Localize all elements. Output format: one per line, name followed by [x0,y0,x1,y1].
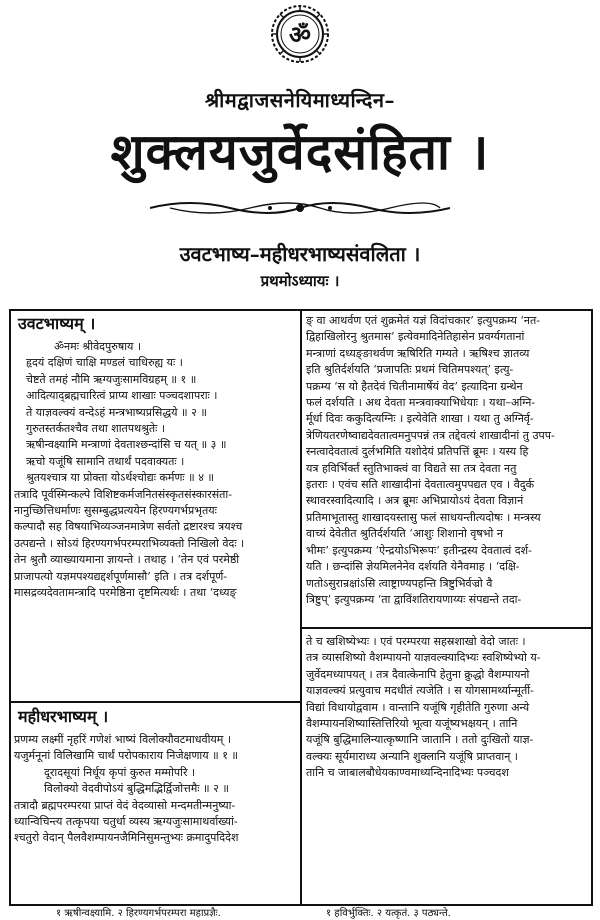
text-line: गुरुतस्तर्कतश्चैव तथा शातपथश्रुतेः । [26,422,166,436]
text-line: तानि च जाबालबौधेयकाण्वमाध्यन्दिनादिभ्यः पञ्चदश [306,766,509,780]
text-line: ङ् वा आथर्वण एतं शुक्रमेतं यज्ञं विदांचकार’ इत्युपक्रम्य ‘नत- [306,314,540,327]
text-line: तत्रादौ ब्रह्मपरम्परया प्राप्तं वेदं वेदव्यासो मन्दमतीन्मनुष्या- [14,798,236,812]
text-line: स्नत्वादेवतात्वं दुर्लभमिति यशोदेयं प्रतिपत्तिं ब्रूमः । यस्य हि [306,445,529,459]
text-line: चेष्टते तमहं नौमि ऋग्यजुःसामविग्रहम् ॥ १ ॥ [26,372,197,386]
text-line: णतोऽसुरान्रक्षांऽसि त्वाष्ट्राण्यपहन्ति त्रिष्टुभिर्वज्रो वै [306,576,493,590]
column-divider [300,309,302,906]
text-line: जुर्वेदमध्यापयत् । तत्र दैवात्केनापि हेतुना क्रुद्धो वैशम्पायनो [306,667,530,681]
text-line: ऋचो यजूंषि सामानि तथार्थं पदवाक्यतः । [26,454,185,468]
text-line: हृदयं दक्षिणं चाक्षि मण्डलं चाधिरुह्य यः । [26,356,183,370]
text-line: इति श्रुतिर्दर्शयति ‘प्रजापतिः प्रथमं चितिमपश्यत्’ इत्यु- [306,363,514,377]
text-line: पक्रम्य ‘स यो हैतदेवं चितीनामार्षेयं वेद’ इत्यादिना ग्रन्थेन [306,379,523,393]
text-line: कल्पादौ सह विषयाभिव्यञ्जनमात्रेण सर्वतो द्रष्टारश्च त्रयश्च [14,520,243,534]
text-line: श्रुतयश्चात्र या प्रोक्ता योऽर्थश्चोद्यः कर्मणः ॥ ४ ॥ [26,471,215,485]
text-line: यति । छन्दांसि ज्ञेयमिलनेनेव दर्शयति येनैवमाह । ‘दक्षि- [306,560,520,574]
right-column-top [306,313,590,623]
text-line: प्राजापत्यो यज्ञमपश्यद्यद्दर्शपूर्णमासौ’ इति । तत्र दर्शपूर्ण- [14,569,227,583]
text-line: वाच्यं देवेतीत श्रुतिर्दर्शयति ‘आशुः शिशानो वृषभो न [306,527,503,541]
text-line: ते च खशिष्येभ्यः । एवं परम्परया सहस्रशाखो वेदो जातः । [306,635,526,648]
text-line: वैशम्पायनशिष्यास्तित्तिरियो भूत्वा यजूंष्यभक्षयन् । तानि [306,717,518,731]
text-line: द्विहाखिलोरनु श्रुतमास’ इत्येवमादिनेतिहासेन प्रवर्ग्यगतानां [306,330,525,344]
text-line: ॐनमः श्रीवेदपुरुषाय । [54,340,142,353]
text-line: यजूंषि बुद्धिमालिन्यात्कृष्णानि जातानि । ततो दुःखितो याज्ञ- [306,733,534,747]
uvata-heading: उवटभाष्यम् । [18,314,96,333]
text-line: यजुर्मनूनां विलिखामि चार्थं परोपकाराय निजेक्षणाय ॥ १ ॥ [14,749,239,763]
text-line: याज्ञवल्क्यं प्रत्युवाच मदधीतं त्यजेति । स योगसामर्थ्यान्मूर्ती- [306,684,534,698]
om-symbol: ॐ [289,20,311,49]
text-line: मासद्रव्यदेवतामन्त्रादि परमेष्ठिना दृष्टमित्यर्थः । तथा ‘दध्यङ् [14,586,237,600]
text-line: फलं दर्शयति । अथ देवता मन्त्रवाक्याभिधेयाः । यथा–अग्नि- [306,396,536,410]
text-line: दूरादसूयां निर्धूय कृपां कुरुत मम्मोपरि । [44,765,196,779]
text-line: वल्क्यः सूर्यमाराध्य अन्यानि शुक्लानि यजूंषि प्राप्तवान् । [306,749,518,763]
right-column-bottom [306,634,590,902]
text-line: तत्र व्यासशिष्यो वैशम्पायनो याज्ञवल्क्यादिभ्यः स्वशिष्येभ्यो य- [306,651,541,665]
text-line: र्मूर्धा दिवः ककुदित्यग्निः । इत्येवेति शाखा । यथा तु अग्निर्वृ- [306,412,534,426]
text-line: ऋषीन्वक्ष्यामि मन्त्राणां देवताश्छन्दांसि च यत् ॥ ३ ॥ [26,438,227,452]
section-separator [9,701,302,703]
text-line: स्थावरस्वादित्यादि । अत्र ब्रूमः अभिप्रायोऽयं देवता विज्ञानं [306,494,524,508]
text-line: तेन श्रुतौ व्याख्यायमाना ज्ञायन्ते । तथाह । ‘तेन एवं परमेष्ठी [14,553,240,567]
text-line: विद्यां विधायोद्ववाम । वान्तानि यजूंषि गृहीतेति गुरुणा अन्ये [306,700,530,714]
mahidhara-heading: महीधरभाष्यम् । [18,707,109,726]
text-line: त्रिष्टुप्’ इत्युपक्रम्य ‘ता द्वाविंशतिरायणाय्यः संपद्यन्ते तदा- [306,592,522,606]
text-line: तत्रादि पूर्वस्मिन्कल्पे विशिष्टकर्मजनितसंस्कृतसंस्कारसंता- [14,487,232,501]
text-line: प्रणम्य लक्ष्मीं नृहरिं गणेशं भाष्यं विलोक्यौवटमाधवीयम् । [14,733,232,746]
text-line: मन्त्राणां दध्यङ्ङाथर्वण ऋषिरिति गम्यते । ऋषिश्च ज्ञातव्य [306,346,530,360]
ornament-divider [150,196,450,220]
subtitle: श्रीमद्वाजसनेयिमाध्यन्दिन– [204,88,396,112]
footnote-left: १ ऋषीन्वक्ष्यामि. २ हिरण्यगर्भपरम्परा महाप्रज्ञैः. [56,908,221,919]
mahidhara-commentary [14,706,297,902]
text-line: आदित्याद्ब्रह्मचारित्वं प्राप्य शाखाः पञ्चदशापराः । [26,389,218,403]
footnote-right: १ हविर्भुक्तिः. २ यत्कृतं. ३ पठ्यन्ते. [326,908,451,919]
text-line: नानुच्छित्तिधर्माणः सुसम्बुद्धप्रत्ययेन हिरण्यगर्भप्रभृतयः [14,504,217,518]
text-line: ध्यान्विचिन्त्य तत्कृपया चतुर्धा व्यस्य ऋग्यजुःसामाथर्वाख्यां- [14,815,238,829]
om-seal-emblem [270,4,330,64]
text-line: ते याज्ञवल्क्यं वन्देऽहं मन्त्रभाष्यप्रसिद्धये ॥ २ ॥ [26,405,207,419]
text-line: उत्पद्यन्ते । सोऽयं हिरण्यगर्भपरम्पराभिव्यक्तो निखिलो वेदः । [14,536,245,550]
text-line: यत्र हविर्भिर्क्तं स्तुतिभाक्त्वं वा विद्यते सा तत्र देवता नतु [306,461,517,475]
text-line: विलोक्यो वेदवीपोऽयं बुद्धिमद्भिर्द्विजोत्तमैः ॥ २ ॥ [44,782,229,796]
section-separator [301,627,593,629]
text-line: प्रतिमाभूतास्तु शाखादयस्तासु फलं साधयन्तीत्यदोषः । मन्त्रस्य [306,510,541,524]
chapter-heading: प्रथमोऽध्यायः । [260,272,340,290]
page-title: शुक्लयजुर्वेदसंहिता । [110,122,490,181]
text-line: भीमः’ इत्युपक्रम्य ‘ऐन्द्रयोऽभिरूपः’ इतीन्द्रस्य देवतात्वं दर्श- [306,543,532,557]
text-line: त्रेणियतरणेष्वाद्यदेवतात्वमनुपपन्नं तत्र तद्देवत्यं शाखादीनां तु उपप- [306,428,555,442]
text-line: श्चतुरो वेदान् पैलवैशम्पायनजैमिनिसुमन्तुभ्यः क्रमादुपदिदेश [14,831,239,845]
uvata-commentary [14,313,297,699]
text-line: इतराः । एवंच सति शाखादीनां देवतात्वमुपपद्यत एव । वैदुर्क [306,478,535,492]
commentary-subtitle: उवटभाष्य–महीधरभाष्यसंवलिता । [179,242,421,266]
